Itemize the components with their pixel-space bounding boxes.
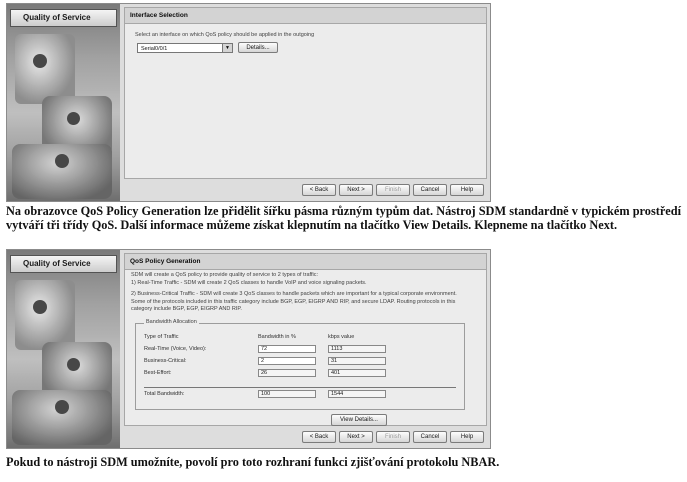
person-figure: [55, 400, 69, 414]
back-button[interactable]: < Back: [302, 431, 336, 443]
details-button[interactable]: Details...: [238, 42, 278, 53]
total-percent-value: 100: [258, 390, 316, 398]
realtime-percent-input[interactable]: 72: [258, 345, 316, 353]
person-figure: [33, 54, 47, 68]
best-effort-percent-value: 26: [258, 369, 316, 377]
help-button[interactable]: Help: [450, 431, 484, 443]
paragraph-nbar: Pokud to nástroji SDM umožníte, povolí pro toto rozhraní funkci zjišťování protokolu NBAR.: [6, 455, 500, 469]
bandwidth-legend: Bandwidth Allocation: [146, 319, 197, 325]
person-figure: [55, 154, 69, 168]
person-figure: [33, 300, 47, 314]
wizard-side-panel: [7, 4, 120, 201]
decorative-photo: [12, 390, 112, 445]
interface-value: Serial0/0/1: [141, 46, 168, 52]
decorative-photo: [12, 144, 112, 199]
finish-button[interactable]: Finish: [376, 431, 410, 443]
row-label-business-critical: Business-Critical:: [144, 358, 187, 364]
screenshot-interface-selection: [6, 3, 491, 202]
realtime-description: 1) Real-Time Traffic - SDM will create 2 QoS classes to handle VoIP and voice signaling packets.: [131, 279, 367, 286]
next-button[interactable]: Next >: [339, 184, 373, 196]
paragraph-qos-policy: Na obrazovce QoS Policy Generation lze přidělit šířku pásma různým typům dat. Nástroj SDM standardně v typickém prostředí vytváří tři třídy QoS. Další informace můžeme získat klepnutím na tlačítko View Details. Klepneme na tlačítko Next.: [6, 204, 681, 232]
bandwidth-allocation-group: [135, 319, 465, 410]
cancel-button[interactable]: Cancel: [413, 184, 447, 196]
chevron-down-icon: ▼: [222, 44, 232, 52]
decorative-photo: [15, 280, 75, 350]
help-button[interactable]: Help: [450, 184, 484, 196]
best-effort-kbps-value: 401: [328, 369, 386, 377]
decorative-photo: [15, 34, 75, 104]
wizard-button-bar: [302, 431, 484, 444]
panel-header: Interface Selection: [125, 8, 486, 24]
back-button[interactable]: < Back: [302, 184, 336, 196]
finish-button[interactable]: Finish: [376, 184, 410, 196]
column-header-kbps: kbps value: [328, 334, 355, 340]
side-panel-title: Quality of Service: [10, 255, 117, 273]
next-button[interactable]: Next >: [339, 431, 373, 443]
wizard-side-panel: [7, 250, 120, 448]
instruction-text: Select an interface on which QoS policy should be applied in the outgoing: [135, 32, 315, 38]
realtime-kbps-value: 1113: [328, 345, 386, 353]
person-figure: [67, 112, 80, 125]
column-header-percent: Bandwidth in %: [258, 334, 296, 340]
view-details-button[interactable]: View Details...: [331, 414, 387, 426]
cancel-button[interactable]: Cancel: [413, 431, 447, 443]
business-critical-description: 2) Business-Critical Traffic - SDM will create 3 QoS classes to handle packets which are important for a typical corporate environment. Some of the protocols included in this traffic category include BGP, EGP, EIGRP AND RIP, and secure LDAP. Routing protocols in this category include BGP, EGP, EIGRP AND RIP.: [131, 291, 457, 312]
person-figure: [67, 358, 80, 371]
intro-text: [131, 272, 471, 314]
business-critical-percent-input[interactable]: 2: [258, 357, 316, 365]
interface-select[interactable]: [137, 43, 233, 53]
total-separator: [144, 387, 456, 388]
total-bandwidth-label: Total Bandwidth:: [144, 391, 185, 397]
wizard-content-panel: [124, 7, 487, 179]
side-panel-title: Quality of Service: [10, 9, 117, 27]
panel-header: QoS Policy Generation: [125, 254, 486, 270]
wizard-button-bar: [302, 184, 484, 197]
business-critical-kbps-value: 31: [328, 357, 386, 365]
column-header-type: Type of Traffic: [144, 334, 179, 340]
row-label-realtime: Real-Time (Voice, Video):: [144, 346, 207, 352]
screenshot-qos-policy-generation: [6, 249, 491, 449]
total-kbps-value: 1544: [328, 390, 386, 398]
row-label-best-effort: Best-Effort:: [144, 370, 172, 376]
intro-line: SDM will create a QoS policy to provide quality of service to 2 types of traffic:: [131, 272, 318, 278]
wizard-content-panel: [124, 253, 487, 426]
